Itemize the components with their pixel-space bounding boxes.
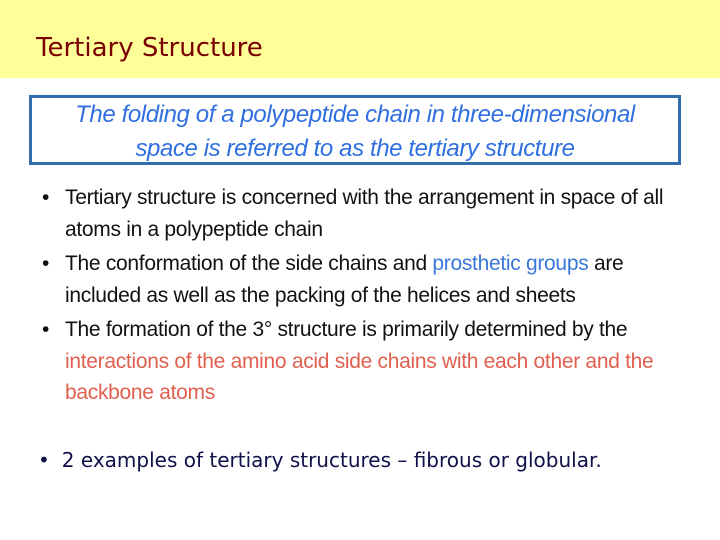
bullet-item-3 xyxy=(40,314,680,409)
examples-text: 2 examples of tertiary structures – fibrous or globular. xyxy=(61,448,602,472)
bullet-dot: • xyxy=(42,186,50,209)
bullet-2-text-pre: The conformation of the side chains and xyxy=(65,252,433,275)
bullet-3-highlight: interactions of the amino acid side chains with each other and the backbone atoms xyxy=(65,349,654,404)
bullet-2-text-post: are included as well as the packing of the helices and sheets xyxy=(65,252,624,307)
definition-line-1: The folding of a polypeptide chain in three-dimensional xyxy=(75,101,635,128)
bullet-2-highlight: prosthetic groups xyxy=(432,252,589,275)
bullet-item-1 xyxy=(40,182,680,245)
slide-title: Tertiary Structure xyxy=(36,33,263,63)
bullet-3-text-pre: The formation of the 3° structure is primarily determined by the xyxy=(65,318,628,341)
bullet-dot: • xyxy=(38,448,50,472)
bullet-1-text: Tertiary structure is concerned with the arrangement in space of all atoms in a polypeptide chain xyxy=(65,186,664,241)
bullet-list xyxy=(40,182,680,412)
bullet-dot: • xyxy=(42,252,50,275)
bullet-item-2 xyxy=(40,248,680,311)
title-bar xyxy=(0,0,720,78)
bullet-item-examples xyxy=(38,448,602,472)
definition-line-2: space is referred to as the tertiary structure xyxy=(135,135,575,162)
bullet-dot: • xyxy=(42,318,50,341)
definition-box xyxy=(29,95,681,165)
